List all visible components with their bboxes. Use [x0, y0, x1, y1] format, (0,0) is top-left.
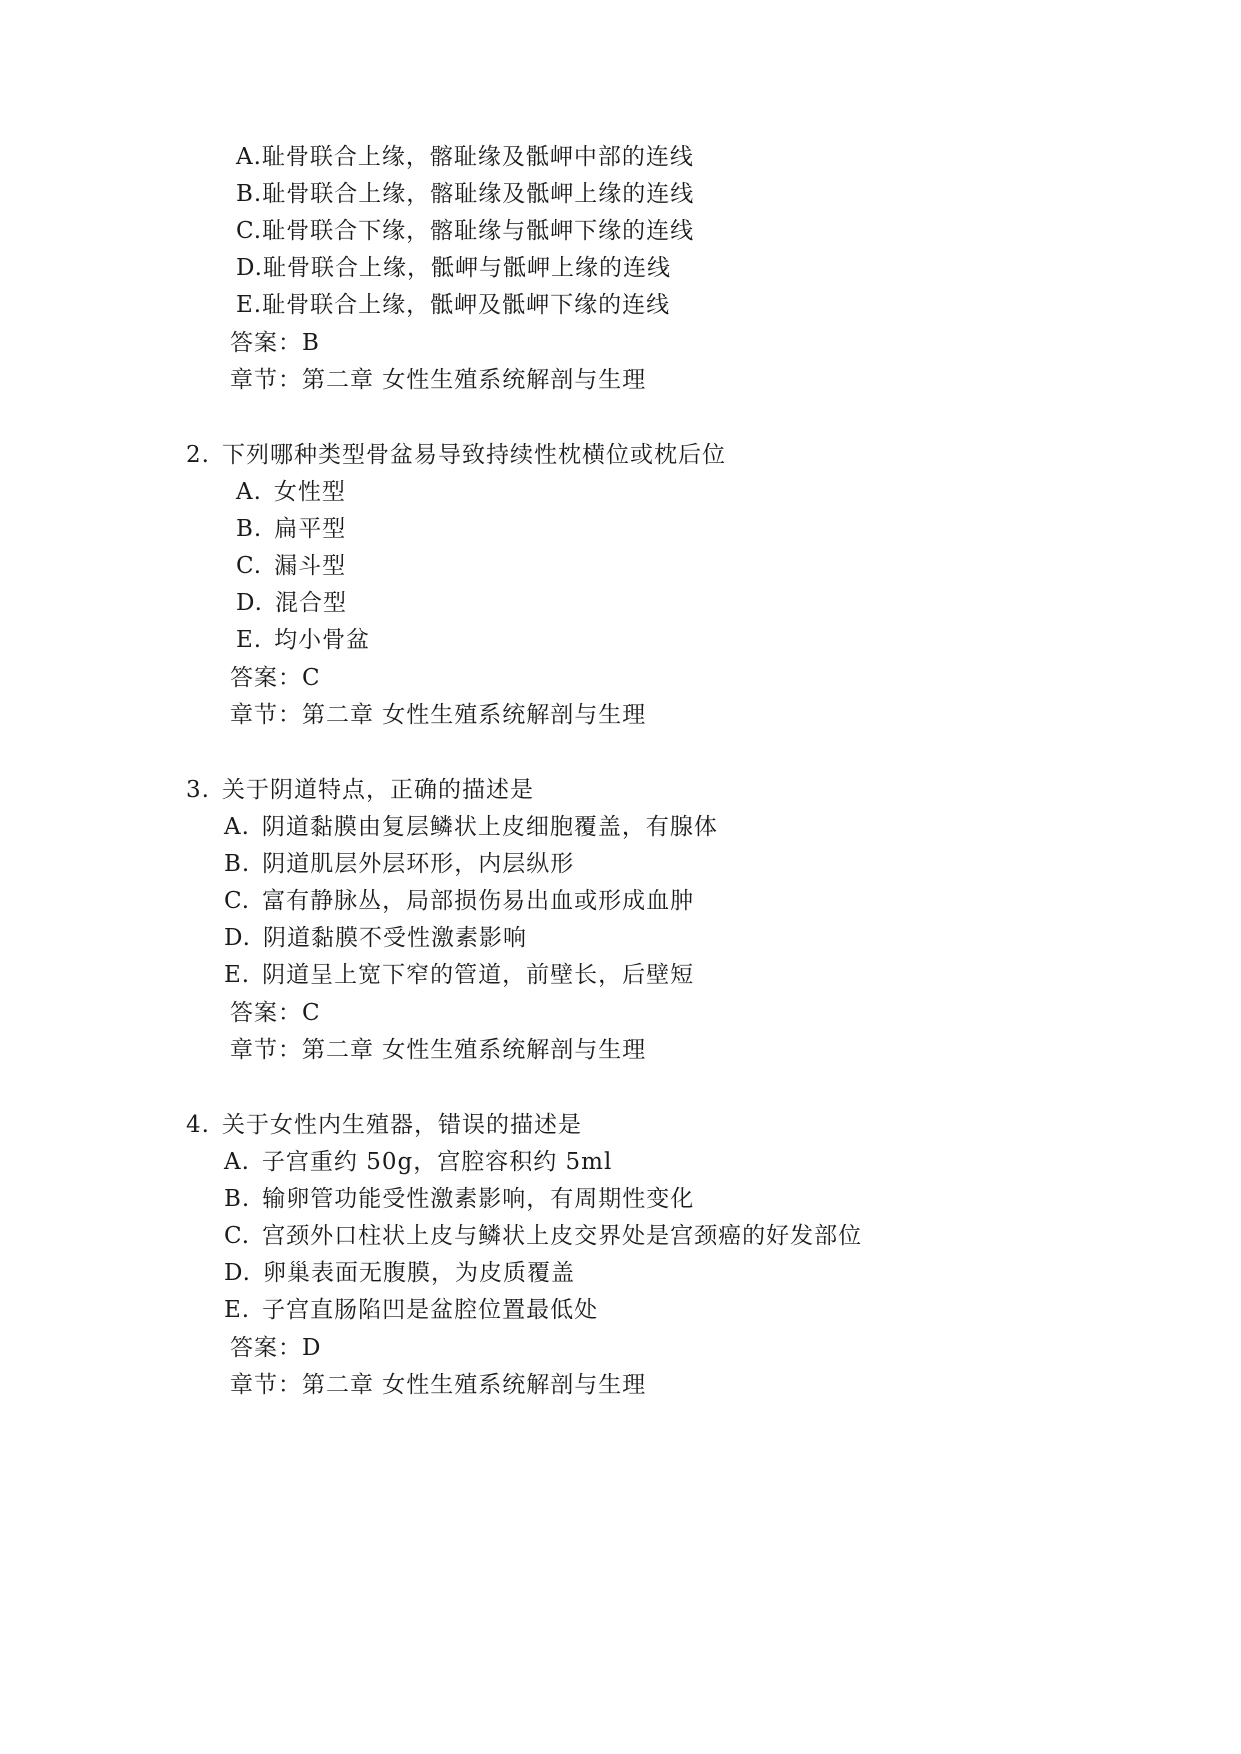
option-text: 扁平型 [274, 516, 347, 542]
option-label: B. [236, 516, 263, 542]
answer: 答案：C [230, 665, 321, 691]
option-text: 富有静脉丛，局部损伤易出血或形成血肿 [262, 888, 695, 914]
chapter: 章节：第二章 女性生殖系统解剖与生理 [230, 1372, 647, 1398]
question-stem [186, 775, 534, 805]
option-label: C. [236, 553, 263, 579]
option-text: 阴道黏膜由复层鳞状上皮细胞覆盖，有腺体 [261, 814, 718, 840]
option-b [224, 1184, 694, 1214]
question-number: 2. [186, 442, 210, 468]
option-text: 女性型 [273, 479, 346, 505]
option-a [224, 812, 718, 842]
option-d [236, 588, 347, 618]
option-c [224, 886, 694, 916]
option-label: E. [224, 1297, 251, 1323]
option-b [224, 849, 574, 879]
option-label: A. [236, 144, 262, 170]
option-c [236, 551, 346, 581]
option-text: 阴道肌层外层环形，内层纵形 [262, 851, 575, 877]
option-label: D. [236, 255, 263, 281]
option-label: B. [224, 1186, 251, 1212]
answer: 答案：B [230, 330, 320, 356]
option-label: A. [224, 1149, 250, 1175]
option-c [236, 216, 694, 246]
question-number: 3. [186, 777, 210, 803]
option-label: B. [224, 851, 251, 877]
option-label: D. [224, 1260, 251, 1286]
chapter: 章节：第二章 女性生殖系统解剖与生理 [230, 367, 647, 393]
chapter: 章节：第二章 女性生殖系统解剖与生理 [230, 1037, 647, 1063]
option-text: 阴道呈上宽下窄的管道，前壁长，后壁短 [262, 962, 695, 988]
option-a [236, 477, 346, 507]
option-text: 阴道黏膜不受性激素影响 [262, 925, 527, 951]
option-label: E. [236, 292, 263, 318]
option-text: 漏斗型 [274, 553, 347, 579]
option-label: D. [224, 925, 251, 951]
question-text: 下列哪种类型骨盆易导致持续性枕横位或枕后位 [221, 442, 726, 468]
option-text: 混合型 [274, 590, 347, 616]
option-e [224, 1295, 598, 1325]
option-d [224, 1258, 575, 1288]
question-stem [186, 1110, 582, 1140]
option-text: 子宫重约 50g，宫腔容积约 5ml [261, 1149, 613, 1175]
option-a [224, 1147, 612, 1177]
option-label: C. [236, 218, 263, 244]
option-e [224, 960, 694, 990]
option-text: 耻骨联合上缘，骶岬及骶岬下缘的连线 [262, 292, 671, 318]
option-d [236, 253, 671, 283]
option-label: C. [224, 888, 251, 914]
option-e [236, 625, 370, 655]
option-text: 卵巢表面无腹膜，为皮质覆盖 [262, 1260, 575, 1286]
option-label: E. [236, 627, 263, 653]
option-text: 输卵管功能受性激素影响，有周期性变化 [262, 1186, 695, 1212]
question-text: 关于女性内生殖器，错误的描述是 [221, 1112, 582, 1138]
option-text: 耻骨联合下缘，髂耻缘与骶岬下缘的连线 [262, 218, 695, 244]
question-text: 关于阴道特点，正确的描述是 [221, 777, 534, 803]
option-label: C. [224, 1223, 251, 1249]
option-text: 均小骨盆 [274, 627, 371, 653]
option-label: A. [224, 814, 250, 840]
option-a [236, 142, 694, 172]
question-stem [186, 440, 726, 470]
answer: 答案：C [230, 1000, 321, 1026]
answer: 答案：D [230, 1335, 322, 1361]
option-text: 耻骨联合上缘，髂耻缘及骶岬中部的连线 [261, 144, 694, 170]
option-b [236, 179, 694, 209]
option-label: E. [224, 962, 251, 988]
option-label: B. [236, 181, 263, 207]
option-text: 耻骨联合上缘，髂耻缘及骶岬上缘的连线 [262, 181, 695, 207]
option-d [224, 923, 527, 953]
option-e [236, 290, 670, 320]
question-number: 4. [186, 1112, 210, 1138]
option-label: D. [236, 590, 263, 616]
option-b [236, 514, 346, 544]
option-label: A. [236, 479, 262, 505]
option-text: 宫颈外口柱状上皮与鳞状上皮交界处是宫颈癌的好发部位 [262, 1223, 863, 1249]
option-text: 耻骨联合上缘，骶岬与骶岬上缘的连线 [262, 255, 671, 281]
option-c [224, 1221, 862, 1251]
chapter: 章节：第二章 女性生殖系统解剖与生理 [230, 702, 647, 728]
option-text: 子宫直肠陷凹是盆腔位置最低处 [262, 1297, 599, 1323]
